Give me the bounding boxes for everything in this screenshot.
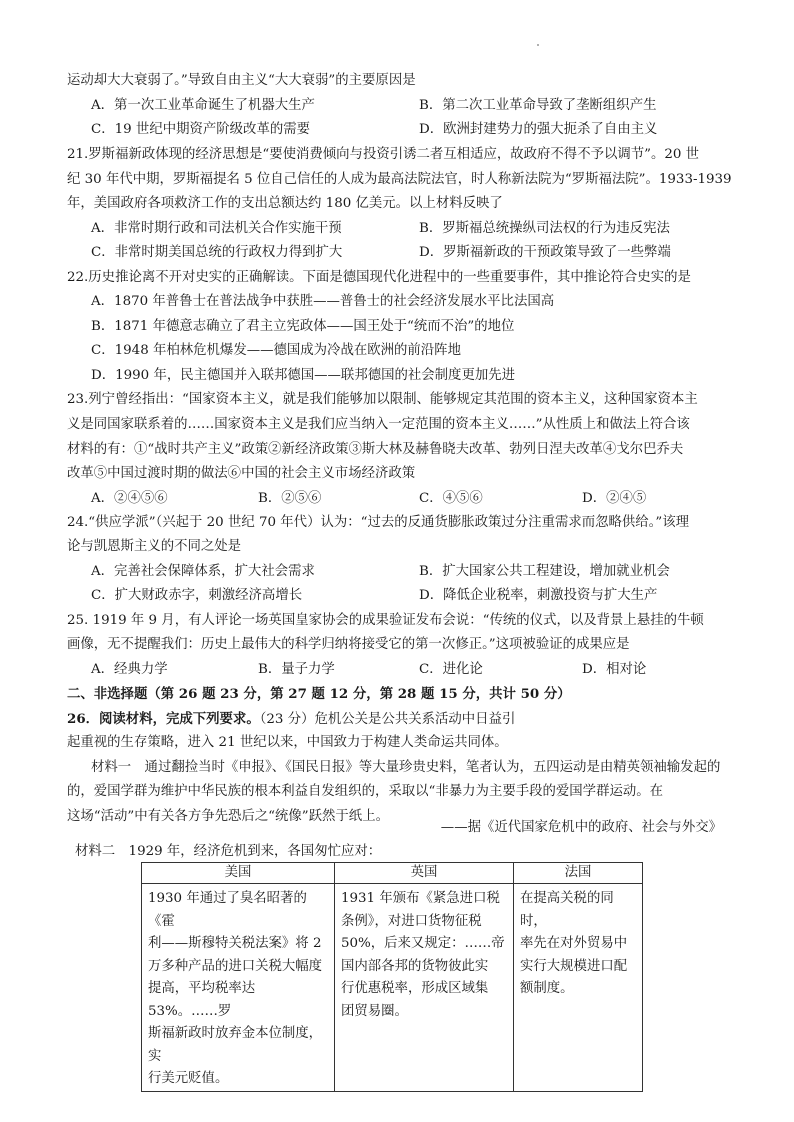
q22-stem: 22.历史推论离不开对史实的正确解读。下面是德国现代化进程中的一些重要事件，其中推论符合史实的是 [67,270,691,285]
cell-line: 团贸易圈。 [341,1003,408,1019]
q26-lead-bold: 26．阅读材料，完成下列要求。 [67,711,260,727]
cell-line: 条例》，对进口货物征税 [341,913,482,929]
cell-line: 斯福新政时放弃金本位制度，实 [148,1026,323,1064]
q23-stem-line: 改革⑤中国过渡时期的做法⑥中国的社会主义市场经济政策 [67,466,416,481]
table-cell-us [142,884,335,1092]
q21-option-b: B．罗斯福总统操纵司法权的行为违反宪法 [419,221,670,236]
material-2-table [141,862,643,1092]
q23-option-a: A．②④⑤⑥ [91,491,168,506]
q26-lead [67,709,515,730]
cell-line: 行优惠税率，形成区域集 [341,981,489,996]
q23-stem-line: 材料的有：①“战时共产主义”政策②新经济政策③斯大林及赫鲁晓夫改革、勃列日涅夫改革④戈尔巴乔夫 [67,442,684,457]
cell-line: 万多种产品的进口关税大幅度 [148,958,323,974]
q25-option-b: B．量子力学 [258,662,335,677]
cell-line: 50%，后来又规定：……帝 [341,936,505,951]
material-1-source: ——据《近代国家危机中的政府、社会与外交》 [440,820,722,835]
q24-option-a: A．完善社会保障体系，扩大社会需求 [91,564,315,579]
q24-option-d: D．降低企业税率，刺激投资与扩大生产 [419,588,658,603]
q21-stem-line: 21.罗斯福新政体现的经济思想是“要使消费倾向与投资引诱二者互相适应，故政府不得不予以调节”。20 世 [67,147,700,162]
material-1-line: 这场“活动”中有关各方争先恐后之“统像”跃然于纸上。 [67,809,389,824]
q24-stem-line: 24.“供应学派”（兴起于 20 世纪 70 年代）认为：“过去的反通货膨胀政策过分注重需求而忽略供给。”该理 [67,515,690,530]
material-2-intro: 材料二 1929 年，经济危机到来，各国匆忙应对： [75,844,382,859]
q22-option-c: C．1948 年柏林危机爆发——德国成为冷战在欧洲的前沿阵地 [91,343,461,358]
q25-option-c: C．进化论 [419,662,483,677]
q23-stem-line: 义是同国家联系着的……国家资本主义是我们应当纳入一定范围的资本主义……”从性质上和做法上符合该 [67,417,690,432]
q23-option-d: D．②④⑤ [582,491,647,506]
q25-stem-line: 25. 1919 年 9 月，有人评论一场英国皇家协会的成果验证发布会说：“传统的仪式，以及背景上悬挂的牛顿 [67,613,704,628]
page-speck [537,44,539,46]
q26-lead-line2: 起重视的生存策略，进入 21 世纪以来，中国致力于构建人类命运共同体。 [67,735,508,750]
q23-option-c: C．④⑤⑥ [419,491,483,506]
q20-option-d: D．欧洲封建势力的强大扼杀了自由主义 [419,122,658,137]
cell-line: 提高，平均税率达 53%。……罗 [148,981,256,1019]
cell-line: 国内部各邦的货物彼此实 [341,958,489,974]
material-1-line: 的，爱国学群为维护中华民族的根本利益自发组织的，采取以“非暴力为主要手段的爱国学群运动。在 [67,784,664,799]
cell-line: 实行大规模进口配 [520,958,628,974]
q20-option-c: C．19 世纪中期资产阶级改革的需要 [91,122,311,137]
q23-stem-line: 23.列宁曾经指出：“国家资本主义，就是我们能够加以限制、能够规定其范围的资本主义，这种国家资本主 [67,392,698,407]
q20-option-b: B．第二次工业革命导致了垄断组织产生 [419,98,657,113]
q22-option-d: D．1990 年，民主德国并入联邦德国——联邦德国的社会制度更加先进 [91,368,516,383]
cell-line: 行美元贬值。 [148,1071,229,1086]
q22-option-b: B．1871 年德意志确立了君主立宪政体——国王处于“统而不治”的地位 [91,319,515,334]
section-heading: 二、非选择题（第 26 题 23 分，第 27 题 12 分，第 28 题 15 分，共计 50 分） [67,686,571,702]
q25-option-d: D．相对论 [582,662,647,677]
q24-option-c: C．扩大财政赤字，刺激经济高增长 [91,588,303,603]
cell-line: 率先在对外贸易中 [520,936,628,951]
q24-stem-line: 论与凯恩斯主义的不同之处是 [67,539,242,554]
q20-option-a: A．第一次工业革命诞生了机器大生产 [91,98,315,113]
q25-stem-line: 画像，无不提醒我们：历史上最伟大的科学归纳将接受它的第一次修正。”这项被验证的成果应是 [67,637,630,652]
q21-stem-line: 纪 30 年代中期，罗斯福提名 5 位自己信任的人成为最高法院法官，时人称新法院为“罗斯福法院”。1933-1939 [67,172,732,187]
q23-option-b: B．②⑤⑥ [258,491,322,506]
table-row [142,884,643,1092]
q25-option-a: A．经典力学 [91,662,168,677]
cell-line: 额制度。 [520,981,574,996]
q22-option-a: A．1870 年普鲁士在普法战争中获胜——普鲁士的社会经济发展水平比法国高 [91,294,555,309]
q21-option-c: C．非常时期美国总统的行政权力得到扩大 [91,245,343,260]
cell-line: 1930 年通过了臭名昭著的《霍 [148,891,307,929]
table-header: 美国 [142,863,335,884]
table-header-row [142,863,643,884]
cell-line: 1931 年颁布《紧急进口税 [341,891,500,906]
table-cell-fr [514,884,643,1092]
q24-option-b: B．扩大国家公共工程建设，增加就业机会 [419,564,670,579]
table-header: 法国 [514,863,643,884]
cell-line: 在提高关税的同时， [520,891,614,929]
table-header: 英国 [335,863,514,884]
q20-stem: 运动却大大衰弱了。”导致自由主义“大大衰弱”的主要原因是 [67,73,416,88]
table-cell-uk [335,884,514,1092]
q21-option-d: D．罗斯福新政的干预政策导致了一些弊端 [419,245,671,260]
q21-stem-line: 年，美国政府各项救济工作的支出总额达约 180 亿美元。以上材料反映了 [67,196,503,211]
cell-line: 利——斯穆特关税法案》将 2 [148,936,322,951]
material-1-line: 材料一 通过翻捡当时《申报》、《国民日报》等大量珍贵史料，笔者认为，五四运动是由精英领袖输发起的 [91,760,721,775]
q21-option-a: A．非常时期行政和司法机关合作实施干预 [91,221,342,236]
q26-lead-rest: （23 分）危机公关是公共关系活动中日益引 [259,712,516,727]
